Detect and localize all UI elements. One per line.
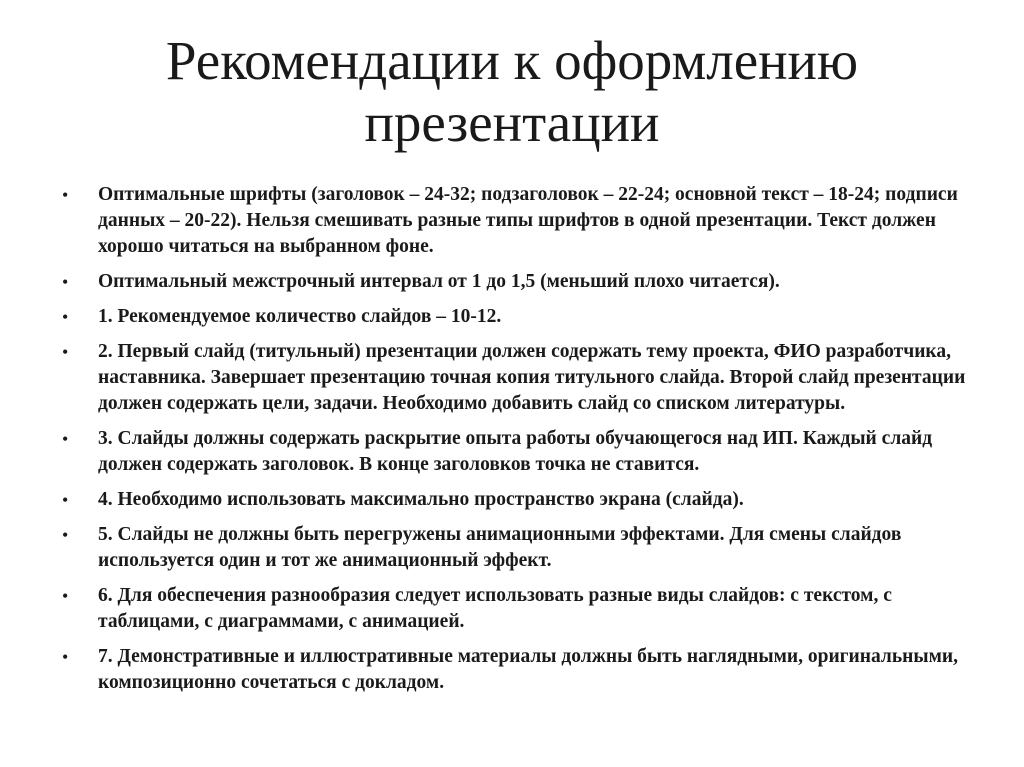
list-item-text: 6. Для обеспечения разнообразия следует использовать разные виды слайдов: с текстом, с таблицами, с диаграммами, с анимацией.	[98, 585, 892, 632]
list-item-text: Оптимальные шрифты (заголовок – 24-32; подзаголовок – 22-24; основной текст – 18-24; подписи данных – 20-22). Нельзя смешивать разные типы шрифтов в одной презентации. Текст должен хорошо читаться на выбранном фоне.	[98, 184, 958, 257]
list-item-text: 5. Слайды не должны быть перегружены анимационными эффектами. Для смены слайдов используется один и тот же анимационный эффект.	[98, 524, 902, 571]
list-item-text: 2. Первый слайд (титульный) презентации должен содержать тему проекта, ФИО разработчика, наставника. Завершает презентацию точная копия титульного слайда. Второй слайд презентации должен содержать цели, задачи. Необходимо добавить слайд со списком литературы.	[98, 341, 966, 414]
list-item	[60, 487, 970, 513]
list-item	[60, 583, 970, 635]
bullet-icon: •	[62, 586, 69, 606]
bullet-icon: •	[62, 272, 69, 292]
list-item-text: Оптимальный межстрочный интервал от 1 до 1,5 (меньший плохо читается).	[98, 271, 780, 292]
list-item-text: 3. Слайды должны содержать раскрытие опыта работы обучающегося над ИП. Каждый слайд должен содержать заголовок. В конце заголовков точка не ставится.	[98, 428, 933, 475]
list-item	[60, 644, 970, 696]
list-item-text: 7. Демонстративные и иллюстративные материалы должны быть наглядными, оригинальными, композиционно сочетаться с докладом.	[98, 646, 959, 693]
list-item	[60, 522, 970, 574]
list-item-text: 4. Необходимо использовать максимально пространство экрана (слайда).	[98, 489, 744, 510]
bullet-icon: •	[62, 307, 69, 327]
list-item	[60, 426, 970, 478]
list-item	[60, 304, 970, 330]
list-item	[60, 269, 970, 295]
bullet-icon: •	[62, 185, 69, 205]
bullet-icon: •	[62, 490, 69, 510]
slide-title: Рекомендации к оформлению презентации	[165, 30, 859, 153]
bullet-icon: •	[62, 429, 69, 449]
list-item	[60, 182, 970, 260]
bullet-list	[60, 182, 970, 705]
bullet-icon: •	[62, 647, 69, 667]
list-item-text: 1. Рекомендуемое количество слайдов – 10-12.	[98, 306, 502, 327]
bullet-icon: •	[62, 525, 69, 545]
list-item	[60, 339, 970, 417]
bullet-icon: •	[62, 342, 69, 362]
